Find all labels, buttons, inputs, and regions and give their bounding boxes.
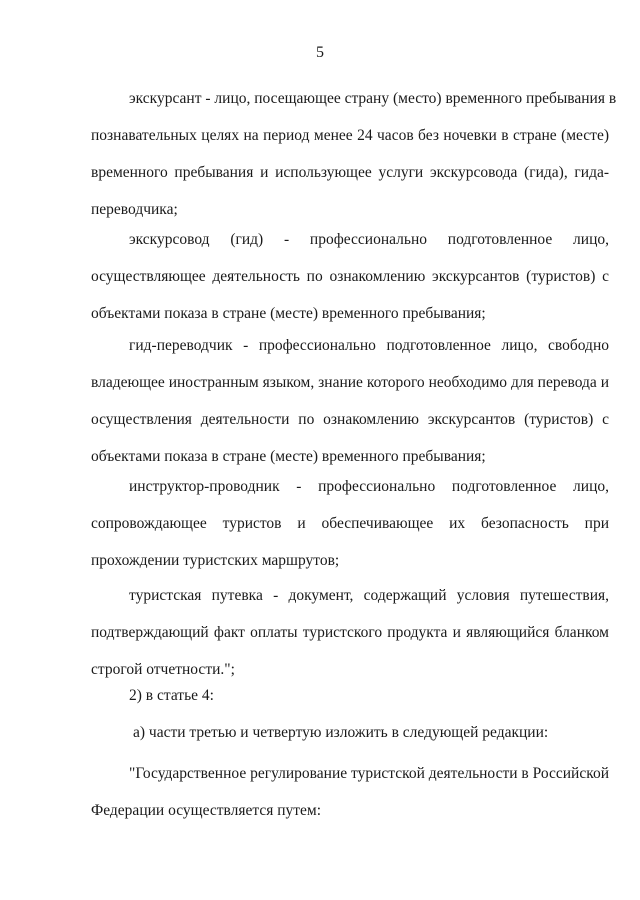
paragraph-line: экскурсовод (гид) - профессионально подготовленное лицо,	[129, 231, 609, 248]
paragraph-line: сопровождающее туристов и обеспечивающее их безопасность при	[91, 515, 609, 532]
paragraph-line: осуществляющее деятельность по ознакомлению экскурсантов (туристов) с	[91, 268, 609, 285]
paragraph-line: временного пребывания и использующее услуги экскурсовода (гида), гида-	[91, 164, 609, 181]
paragraph-line: объектами показа в стране (месте) временного пребывания;	[91, 305, 486, 322]
paragraph-line: экскурсант - лицо, посещающее страну (место) временного пребывания в	[129, 90, 617, 107]
page-number: 5	[316, 44, 324, 61]
paragraph-line: 2) в статье 4:	[129, 687, 214, 704]
paragraph-line: переводчика;	[91, 201, 178, 218]
paragraph-amendment	[91, 714, 609, 751]
paragraph-line: гид-переводчик - профессионально подготовленное лицо, свободно	[129, 337, 609, 354]
paragraph-line: а) части третью и четвертую изложить в следующей редакции:	[133, 724, 549, 741]
paragraph-line: "Государственное регулирование туристской деятельности в Российской	[129, 765, 609, 782]
paragraph-instructor-guide	[91, 468, 609, 579]
paragraph-line: прохождении туристских маршрутов;	[91, 552, 340, 569]
paragraph-line: владеющее иностранным языком, знание которого необходимо для перевода и	[91, 374, 609, 391]
paragraph-line: объектами показа в стране (месте) временного пребывания;	[91, 448, 486, 465]
paragraph-state-regulation	[91, 755, 609, 829]
paragraph-guide-interpreter	[91, 327, 609, 475]
paragraph-article-4	[91, 677, 609, 714]
paragraph-line: строгой отчетности.";	[91, 661, 235, 678]
paragraph-line: туристская путевка - документ, содержащий условия путешествия,	[129, 587, 609, 604]
paragraph-excursant	[91, 80, 617, 228]
paragraph-line: подтверждающий факт оплаты туристского продукта и являющийся бланком	[91, 624, 609, 641]
paragraph-line: инструктор-проводник - профессионально подготовленное лицо,	[129, 478, 609, 495]
paragraph-line: Федерации осуществляется путем:	[91, 802, 322, 819]
paragraph-line: осуществления деятельности по ознакомлению экскурсантов (туристов) с	[91, 411, 609, 428]
paragraph-tourist-voucher	[91, 577, 609, 688]
paragraph-line: познавательных целях на период менее 24 часов без ночевки в стране (месте)	[91, 127, 609, 144]
paragraph-guide	[91, 221, 609, 332]
